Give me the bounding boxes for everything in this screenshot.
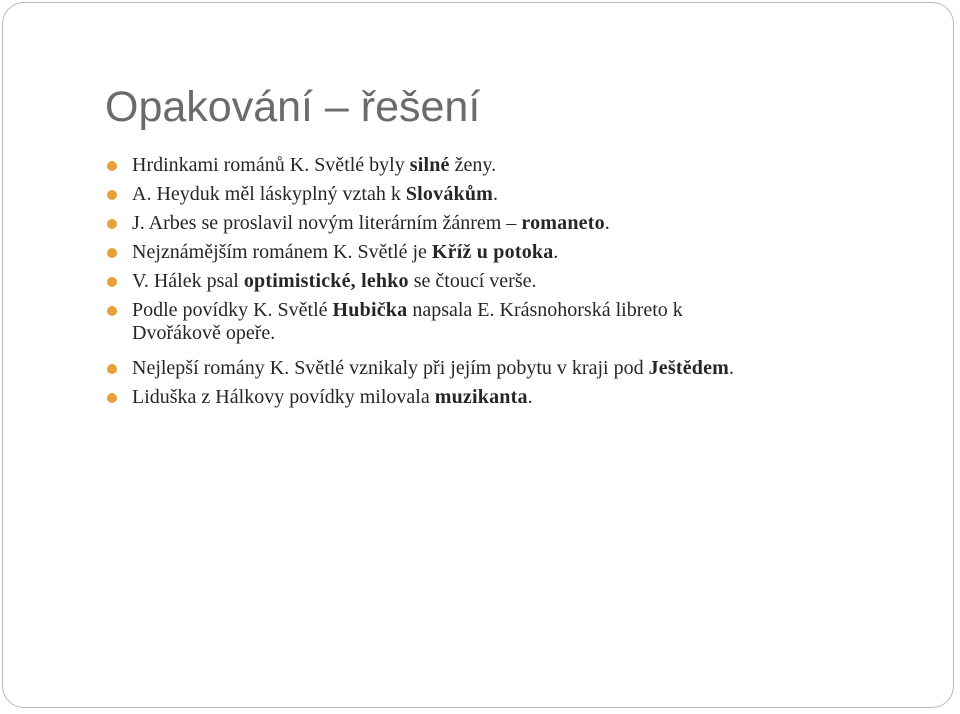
- bullet-dot-icon: [107, 364, 117, 374]
- bullet-bold-text: Slovákům: [405, 183, 494, 205]
- bullet-item: [107, 296, 887, 346]
- bullet-dot-icon: [107, 277, 117, 287]
- slide: [2, 2, 954, 708]
- bullet-text: .: [493, 183, 499, 205]
- bullet-text: Hrdinkami románů K. Světlé byly: [132, 154, 410, 176]
- bullet-item: [107, 209, 887, 238]
- slide-title: Opakování – řešení: [105, 83, 481, 131]
- bullet-text: .: [553, 241, 559, 263]
- bullet-text: Nejznámějším románem K. Světlé je: [132, 241, 432, 263]
- bullet-bold-text: optimistické, lehko: [243, 270, 409, 292]
- bullet-text: V. Hálek psal: [132, 270, 244, 292]
- bullet-bold-text: Ještědem: [648, 357, 730, 379]
- bullet-dot-icon: [107, 161, 117, 171]
- bullet-text: A. Heyduk měl láskyplný vztah k: [132, 183, 406, 205]
- bullet-text: se čtoucí verše.: [408, 270, 537, 292]
- bullet-text: Nejlepší romány K. Světlé vznikaly při jejím pobytu v kraji pod: [132, 357, 649, 379]
- bullet-dot-icon: [107, 248, 117, 258]
- bullet-text: ženy.: [449, 154, 497, 176]
- bullet-list: [107, 151, 887, 412]
- bullet-dot-icon: [107, 306, 117, 316]
- bullet-text: J. Arbes se proslavil novým literárním žánrem –: [132, 212, 522, 234]
- bullet-text: .: [729, 357, 735, 379]
- bullet-bold-text: muzikanta: [434, 386, 528, 408]
- bullet-text: napsala E. Krásnohorská libreto k: [407, 299, 683, 321]
- bullet-dot-icon: [107, 219, 117, 229]
- bullet-item: [107, 383, 887, 412]
- bullet-bold-text: romaneto: [521, 212, 605, 234]
- bullet-bold-text: silné: [409, 154, 450, 176]
- bullet-text: Liduška z Hálkovy povídky milovala: [132, 386, 435, 408]
- bullet-bold-text: Hubička: [332, 299, 408, 321]
- bullet-dot-icon: [107, 190, 117, 200]
- bullet-text: .: [604, 212, 610, 234]
- bullet-item: [107, 151, 887, 180]
- bullet-item: [107, 180, 887, 209]
- bullet-item: [107, 267, 887, 296]
- bullet-bold-text: Kříž u potoka: [431, 241, 554, 263]
- bullet-text-continued: Dvořákově opeře.: [132, 322, 276, 344]
- bullet-dot-icon: [107, 393, 117, 403]
- bullet-text: Podle povídky K. Světlé: [132, 299, 333, 321]
- bullet-text: .: [527, 386, 533, 408]
- bullet-item: [107, 354, 887, 383]
- bullet-item: [107, 238, 887, 267]
